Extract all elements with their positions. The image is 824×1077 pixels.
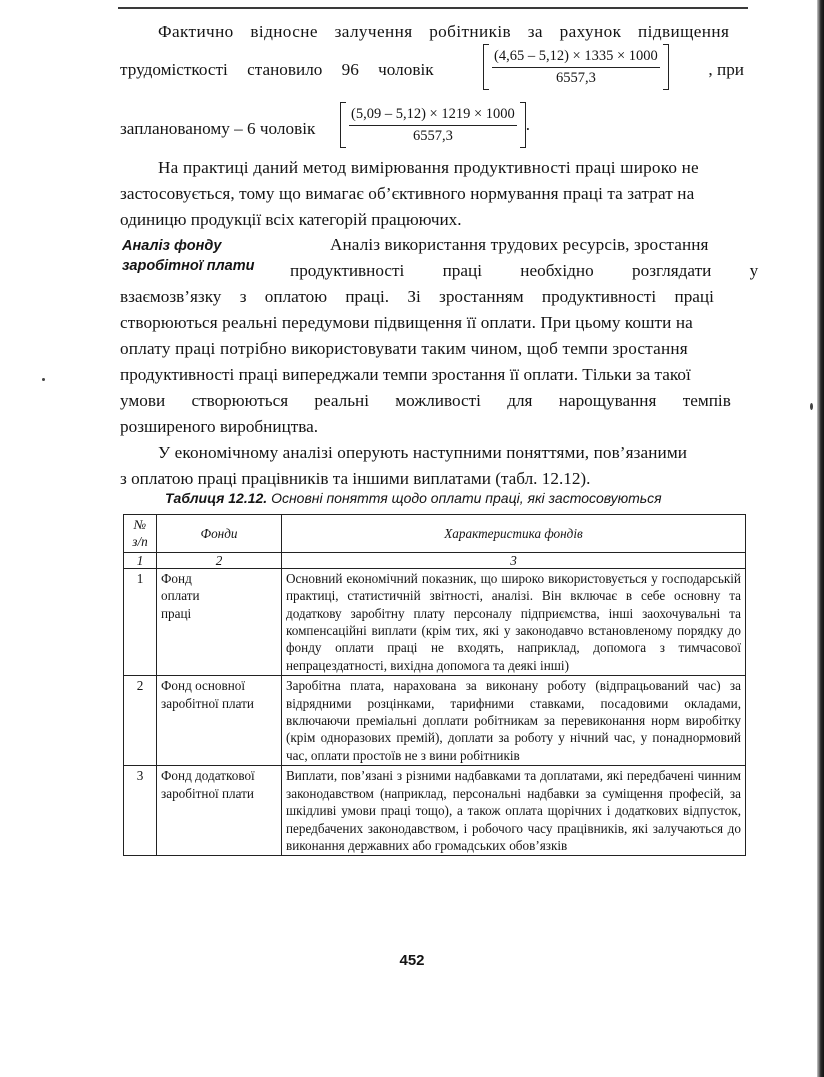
colnum-cell: 3 — [282, 552, 746, 568]
para2-line — [120, 208, 744, 232]
row-characteristic: Виплати, пов’язані з різними надбавками та доплатами, які передбачені чинним законодавством (наприклад, персональні надбавки за суміщення професій, за шкідливі умови праці тощо), а також оплата щорічних і додаткових відпусток, передбачених законодавством, і робочого часу працівників, які залучаються до виконання державних або громадських обов’язків — [282, 766, 746, 856]
page-number: 452 — [399, 952, 425, 969]
header-number-top: № — [133, 517, 147, 532]
para3-line-text: взаємозв’язку з оплатою праці. Зі зростанням продуктивності праці — [120, 287, 714, 306]
para3-line-text: оплату праці потрібно використовувати таким чином, щоб темпи зростання — [120, 339, 688, 358]
para1-line2-tail — [683, 58, 744, 82]
formula-2 — [340, 102, 530, 148]
para3-line — [120, 337, 744, 361]
para3-line-text: умови створюються реальні можливості для нарощування темпів — [120, 391, 731, 410]
para2-line-text: На практиці даний метод вимірювання продуктивності праці широко не — [158, 158, 699, 177]
row-fond-text: Фонд основної заробітної плати — [161, 678, 254, 711]
para1-line3-text: запланованому – 6 чоловік — [120, 119, 316, 138]
table-header-row — [124, 515, 746, 553]
fraction-1-denominator: 6557,3 — [555, 69, 596, 86]
table-row — [124, 568, 746, 675]
header-fond-cell: Фонди — [157, 515, 282, 553]
para3-line — [120, 363, 744, 387]
para3-line-text: Аналіз використання трудових ресурсів, зростання — [330, 235, 709, 254]
row-fond-text: Фонд оплати праці — [161, 570, 200, 621]
row-fond — [157, 766, 282, 856]
para1-line1-text: Фактично відносне залучення робітників за рахунок підвищення — [158, 22, 730, 41]
para3-line — [290, 259, 759, 283]
header-char-cell: Характеристика фондів — [282, 515, 746, 553]
para2-line — [120, 182, 744, 206]
scan-edge-shadow — [817, 0, 824, 1077]
para4-line-text: У економічному аналізі оперують наступними поняттями, пов’язаними — [158, 443, 688, 462]
para3-line — [120, 285, 744, 309]
fraction-2-denominator: 6557,3 — [412, 127, 453, 144]
fraction-1-numerator: (4,65 – 5,12) × 1335 × 1000 — [492, 47, 660, 68]
top-rule — [118, 7, 748, 9]
para2-line — [120, 156, 744, 180]
table-row — [124, 676, 746, 766]
para3-line-text: розширеного виробництва. — [120, 417, 319, 436]
table-colnum-row — [124, 552, 746, 568]
para1-line1 — [120, 20, 744, 44]
header-number-bottom: з/п — [132, 534, 148, 550]
scan-speck — [42, 378, 45, 381]
fraction-2-numerator: (5,09 – 5,12) × 1219 × 1000 — [349, 105, 517, 126]
para2-line-text: одиницю продукції всіх категорій працюючих. — [120, 210, 462, 229]
formula-1 — [483, 44, 669, 90]
fraction-2 — [346, 105, 520, 146]
row-characteristic: Основний економічний показник, що широко використовується у господарській практиці, статистичній звітності, аналізі. Він включає в себе основну та додаткову заробітну плату персоналу підприємства, інші заохочувальні та компенсаційні виплати (крім тих, які у законодавчо встановленому порядку до фонду оплати праці не входять, наприклад, допомога з тимчасової непрацездатності, вихідна допомога та деякі інші) — [282, 568, 746, 675]
para2-line-text: застосовується, тому що вимагає об’єктивного нормування праці та затрат на — [120, 184, 695, 203]
para3-line-text: створюються реальні передумови підвищення її оплати. При цьому кошти на — [120, 313, 693, 332]
row-number: 2 — [124, 676, 157, 766]
para3-line-text: продуктивності праці випереджали темпи зростання її оплати. Тільки за такої — [120, 365, 691, 384]
para3-line-text: продуктивності праці необхідно розглядати у — [290, 261, 759, 280]
table-caption-label: Таблиця 12.12. — [165, 490, 268, 506]
para4-line — [120, 467, 744, 491]
para4-line — [120, 441, 744, 465]
para3-line — [330, 233, 744, 257]
para3-line — [120, 415, 744, 439]
para1-line3-after: . — [525, 115, 531, 134]
scan-speck — [810, 403, 813, 410]
table-caption — [165, 490, 662, 506]
row-number: 3 — [124, 766, 157, 856]
para1-line2-after: , при — [708, 60, 744, 79]
margin-note — [122, 236, 254, 276]
para3-line — [120, 389, 744, 413]
para4-line-text: з оплатою праці працівників та іншими виплатами (табл. 12.12). — [120, 469, 591, 488]
row-fond — [157, 676, 282, 766]
para1-line2-text: трудомісткості становило 96 чоловік — [120, 60, 434, 79]
table-caption-text: Основні поняття щодо оплати праці, які застосовуються — [267, 490, 662, 506]
bracket-right — [663, 44, 669, 90]
table-row — [124, 766, 746, 856]
row-characteristic: Заробітна плата, нарахована за виконану роботу (відпрацьований час) за відрядними розцінками, тарифними ставками, посадовими окладами, включаючи преміальні доплати робітникам за перевиконання норм виробітку (крім одноразових премій), доплати за роботу у нічний час, у понаднормовий час, оплати простоїв не з вини робітників — [282, 676, 746, 766]
margin-note-line2: заробітної плати — [122, 258, 255, 274]
fonds-table — [123, 514, 746, 856]
header-number-cell — [124, 515, 157, 553]
colnum-cell: 1 — [124, 552, 157, 568]
row-fond — [157, 568, 282, 675]
row-number: 1 — [124, 568, 157, 675]
fraction-1 — [489, 47, 663, 88]
para3-line — [120, 311, 744, 335]
margin-note-line1: Аналіз фонду — [122, 238, 222, 254]
colnum-cell: 2 — [157, 552, 282, 568]
row-fond-text: Фонд додаткової заробітної плати — [161, 768, 255, 801]
